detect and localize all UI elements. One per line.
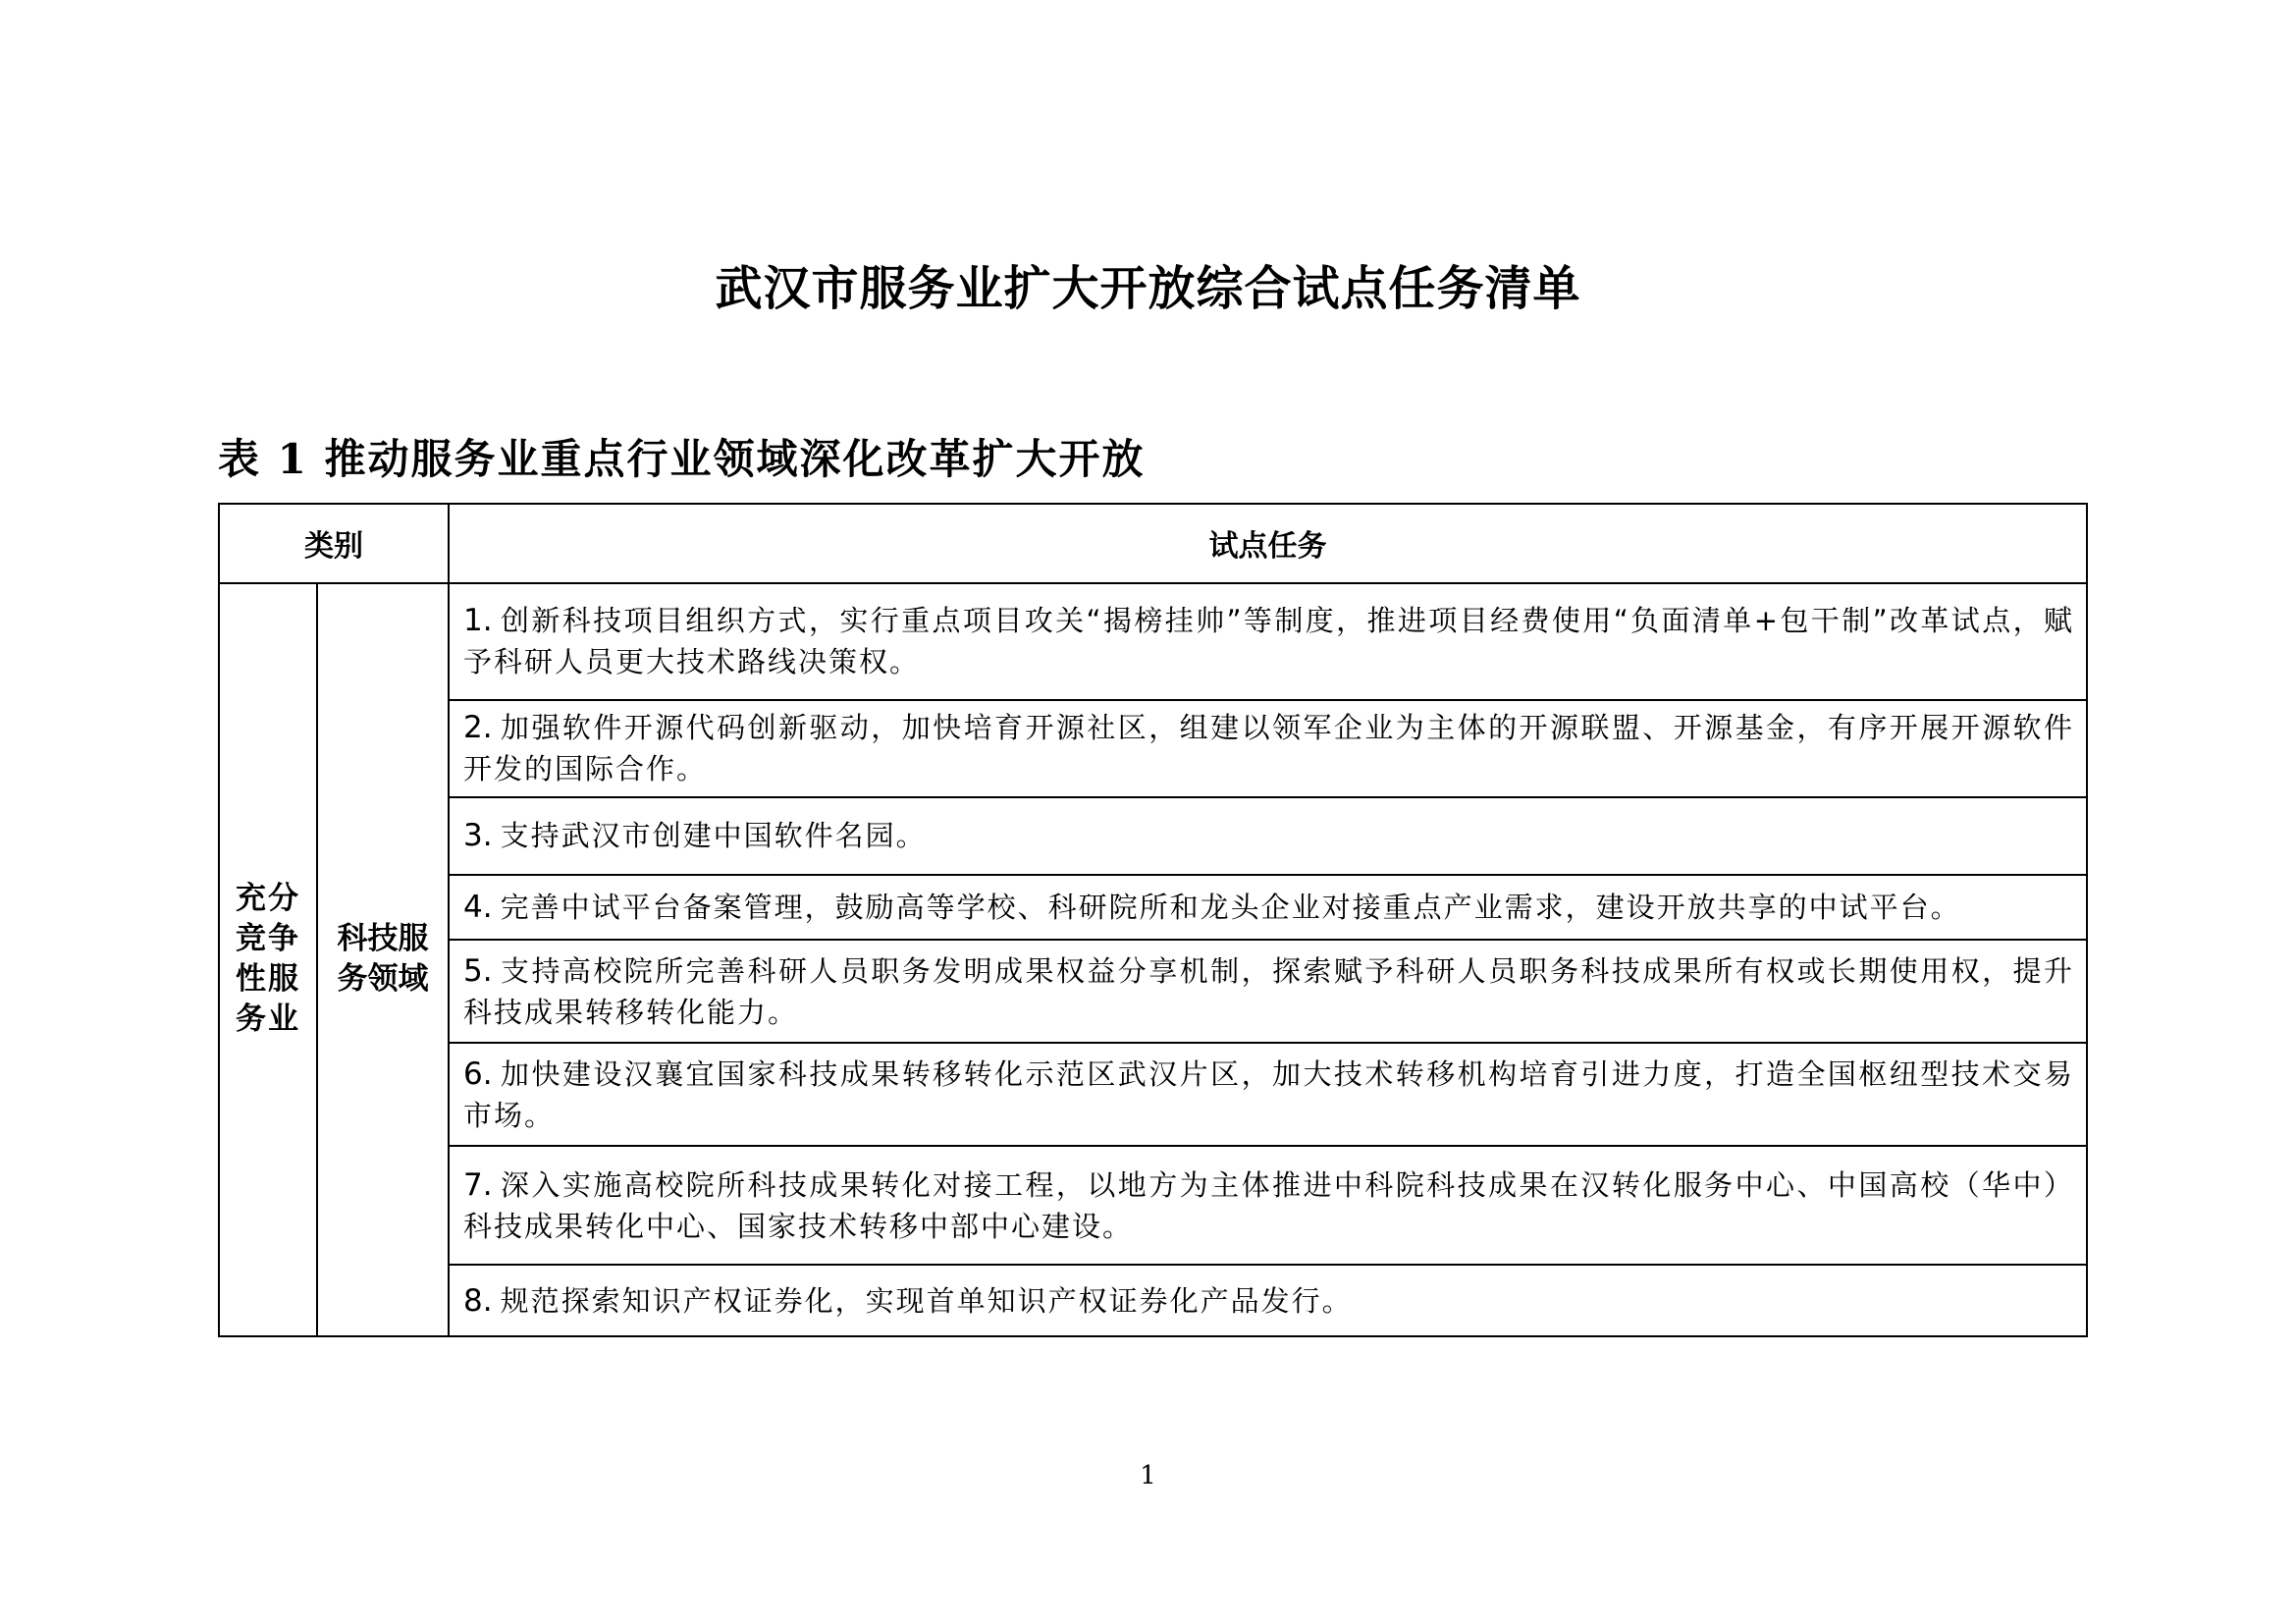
task-cell: [449, 700, 2087, 797]
category-level1-label: 充分竞争性服务业: [236, 881, 300, 1038]
task-cell: [449, 583, 2087, 700]
table-row: [219, 797, 2087, 875]
task-number: 5.: [463, 952, 493, 989]
category-level2-label: 科技服务领域: [337, 921, 429, 998]
document-title: 武汉市服务业扩大开放综合试点任务清单: [715, 261, 1581, 316]
category-level1-cell: [219, 583, 317, 1336]
table-row: [219, 1043, 2087, 1146]
task-text: 完善中试平台备案管理，鼓励高等学校、科研院所和龙头企业对接重点产业需求，建设开放共享的中试平台。: [500, 890, 1961, 924]
task-cell: [449, 1043, 2087, 1146]
task-cell: [449, 1146, 2087, 1265]
task-cell: [449, 875, 2087, 941]
table-row: [219, 875, 2087, 941]
task-number: 4.: [463, 889, 493, 925]
task-number: 7.: [463, 1166, 493, 1203]
table-row: [219, 1265, 2087, 1336]
task-text: 深入实施高校院所科技成果转化对接工程，以地方为主体推进中科院科技成果在汉转化服务中心、中国高校（华中）科技成果转化中心、国家技术转移中部中心建设。: [463, 1167, 2074, 1243]
task-text: 规范探索知识产权证券化，实现首单知识产权证券化产品发行。: [500, 1283, 1353, 1318]
header-task: 试点任务: [449, 504, 2087, 583]
task-number: 2.: [463, 710, 493, 746]
task-cell: [449, 1265, 2087, 1336]
category-level2-cell: [317, 583, 449, 1336]
task-text: 支持武汉市创建中国软件名园。: [500, 819, 927, 853]
task-text: 创新科技项目组织方式，实行重点项目攻关“揭榜挂帅”等制度，推进项目经费使用“负面清单+包干制”改革试点，赋予科研人员更大技术路线决策权。: [463, 604, 2074, 679]
table-row: [219, 700, 2087, 797]
header-category: 类别: [219, 504, 449, 583]
task-table: [218, 503, 2088, 1337]
page-number: 1: [1140, 1461, 1156, 1490]
table-row: [219, 1146, 2087, 1265]
table-caption: 表 1 推动服务业重点行业领域深化改革扩大开放: [218, 435, 1146, 483]
table-row: [219, 583, 2087, 700]
task-cell: [449, 940, 2087, 1043]
task-number: 1.: [463, 603, 493, 639]
table-header-row: [219, 504, 2087, 583]
task-text: 支持高校院所完善科研人员职务发明成果权益分享机制，探索赋予科研人员职务科技成果所有权或长期使用权，提升科技成果转移转化能力。: [463, 953, 2074, 1029]
task-number: 3.: [463, 818, 493, 854]
task-number: 6.: [463, 1056, 493, 1092]
table-row: [219, 940, 2087, 1043]
task-text: 加强软件开源代码创新驱动，加快培育开源社区，组建以领军企业为主体的开源联盟、开源基金，有序开展开源软件开发的国际合作。: [463, 711, 2074, 786]
task-cell: [449, 797, 2087, 875]
task-number: 8.: [463, 1282, 493, 1319]
task-text: 加快建设汉襄宜国家科技成果转移转化示范区武汉片区，加大技术转移机构培育引进力度，打造全国枢纽型技术交易市场。: [463, 1056, 2074, 1132]
